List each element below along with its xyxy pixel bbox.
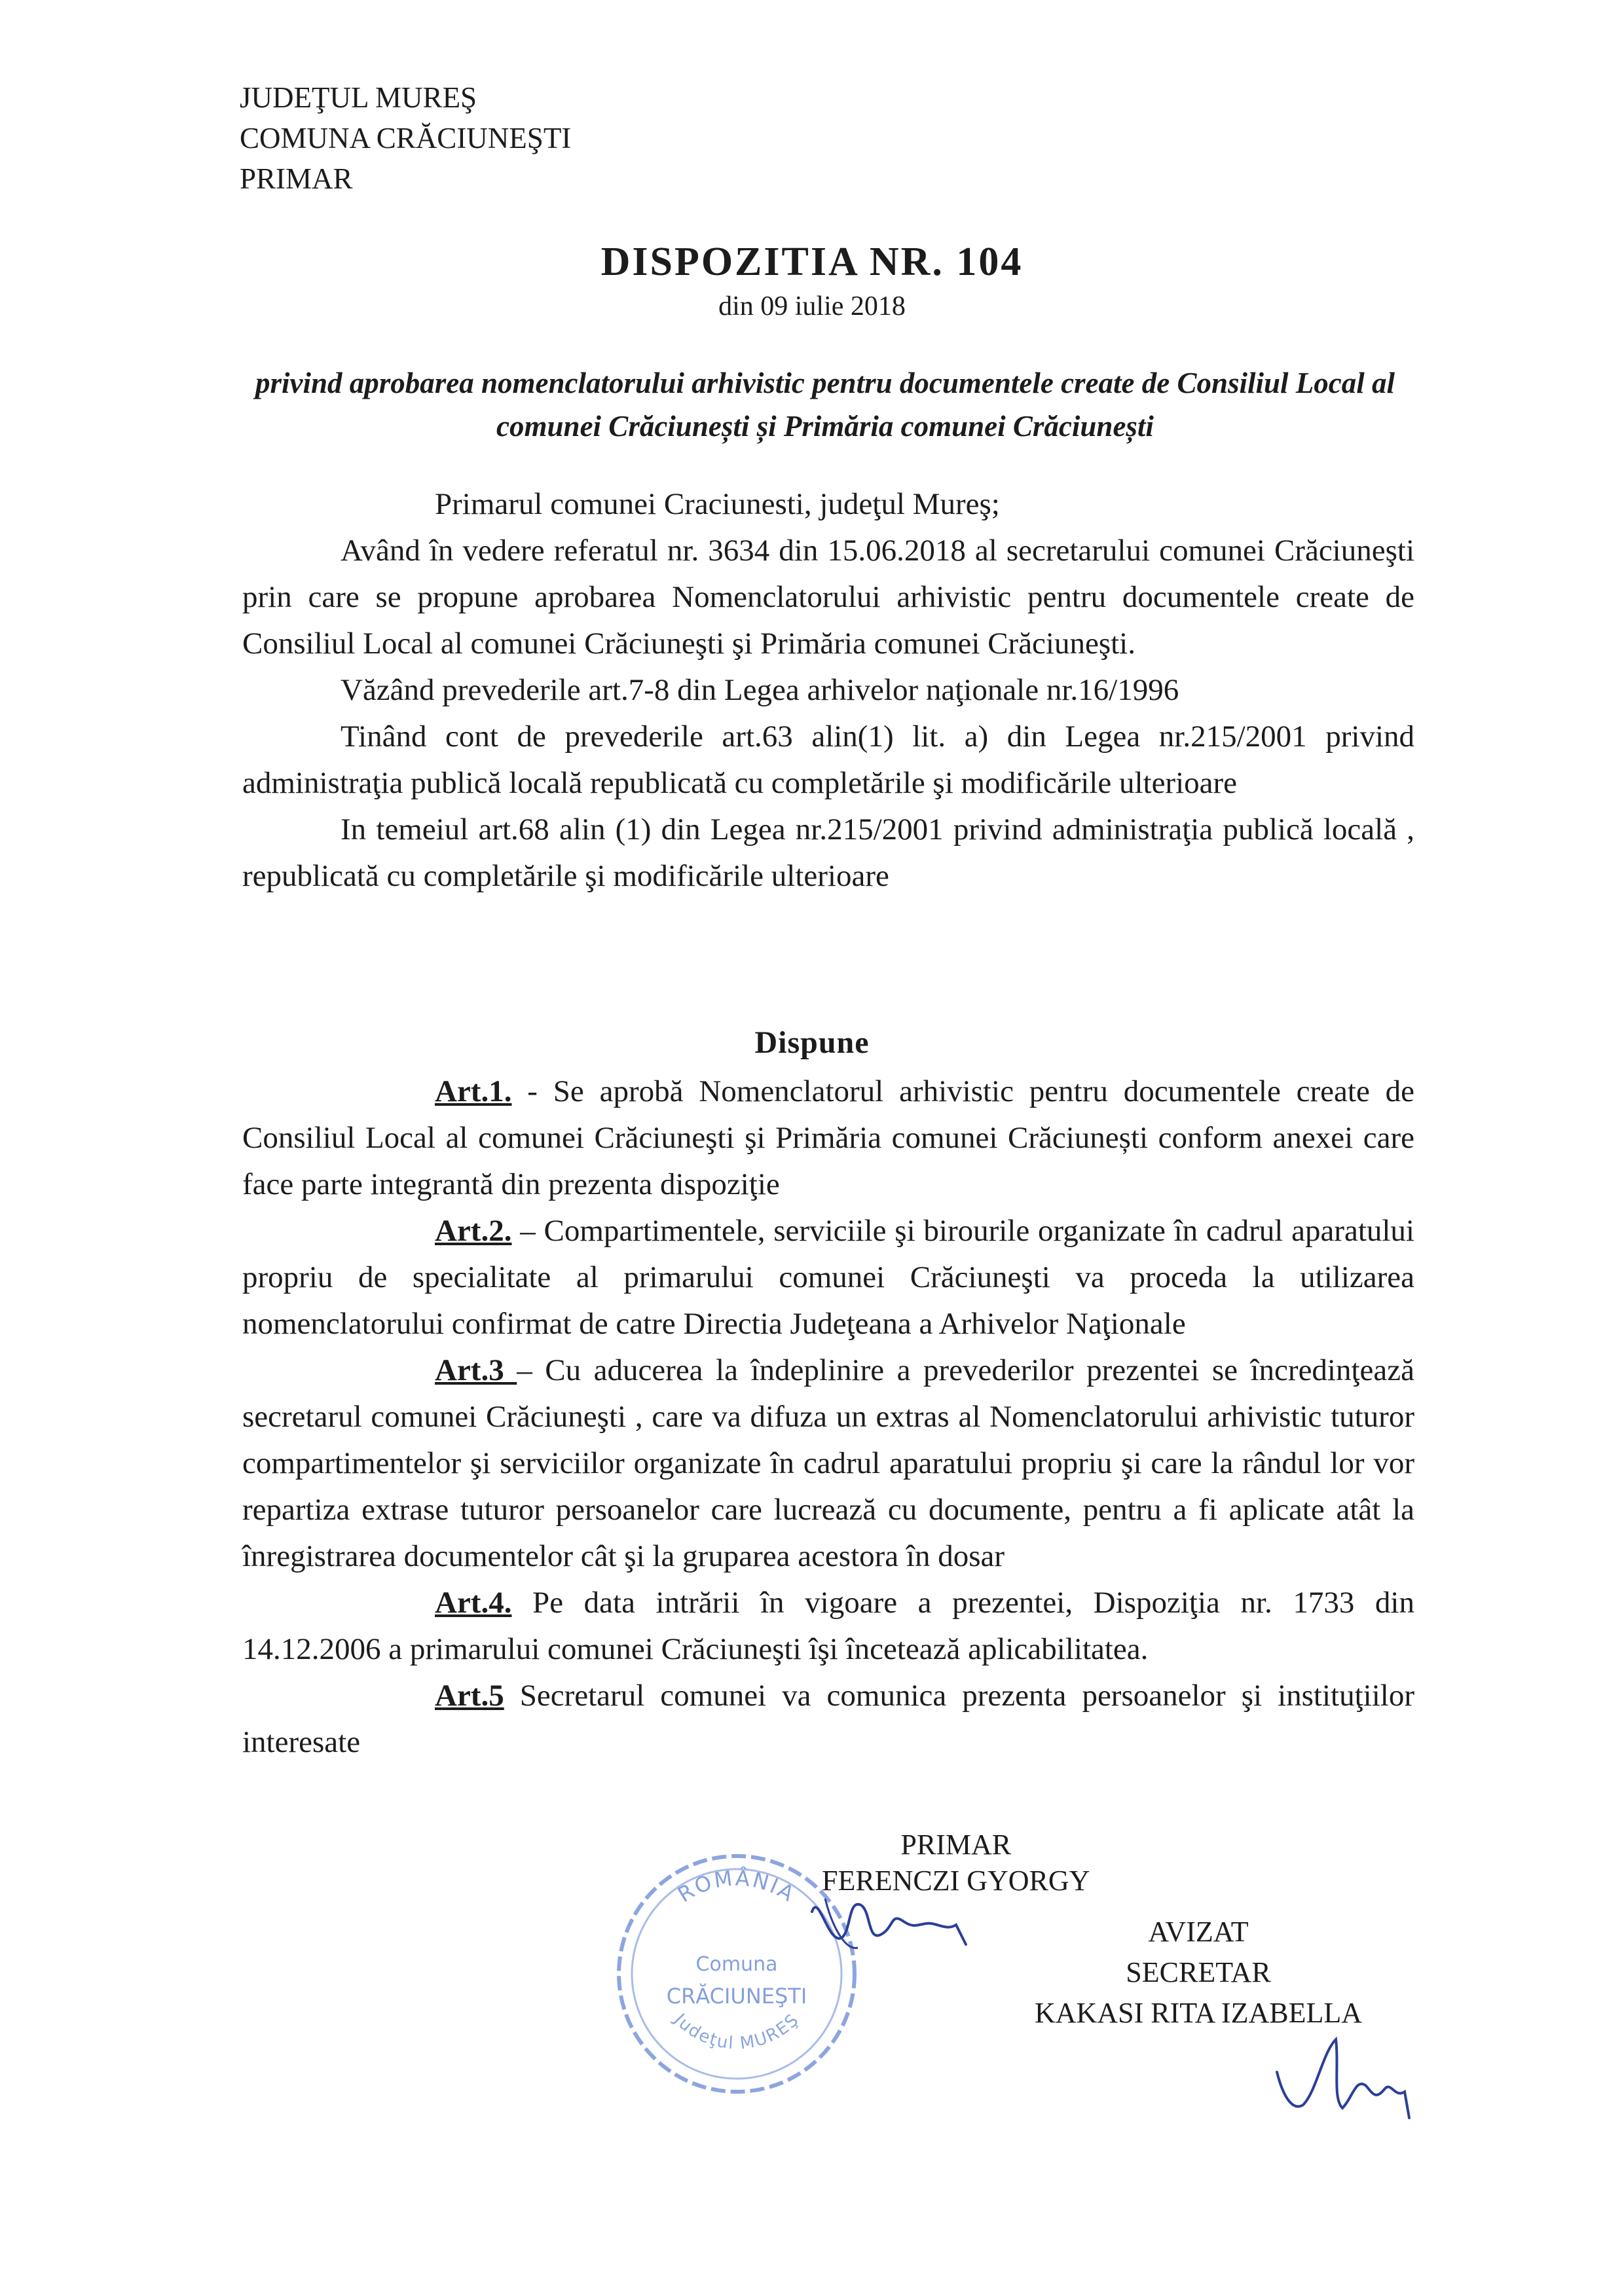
mayor-name: FERENCZI GYORGY [822,1865,1090,1897]
article-text: – Cu aducerea la îndeplinire a prevederilor prezentei se încredinţează secretarul comunei Crăciuneşti , care va difuza un extras al Nomenclatorului arhivistic tuturor compartimentelor şi serviciilor organizate în cadrul aparatului propriu şi care la rândul lor vor repartiza extrase tuturor persoanelor care lucrează cu documente, pentru a fi aplicate atât la înregistrarea documentelor cât şi la gruparea acestora în dosar [242,1353,1414,1573]
mayor-handwritten-signature [805,1886,976,1958]
preamble-paragraph: Văzând prevederile art.7-8 din Legea arhivelor naţionale nr.16/1996 [341,673,1179,707]
article-label: Art.5 [435,1679,504,1713]
stamp-center-line-2: CRĂCIUNEŞTI [666,1984,807,2009]
article-2 [242,1208,1414,1347]
article-1 [242,1068,1414,1208]
subject-line-2: comunei Crăciunești și Primăria comunei Crăciunești [496,410,1154,443]
header-commune: COMUNA CRĂCIUNEŞTI [240,122,572,155]
dispune-heading: Dispune [754,1025,870,1060]
preamble-paragraph: In temeiul art.68 alin (1) din Legea nr.215/2001 privind administraţia publică locală , republicată cu completările şi modificările ulterioare [242,812,1414,893]
article-4 [242,1580,1414,1673]
svg-text:ROMÂNIA [673,1865,800,1907]
article-3 [242,1347,1414,1580]
article-label: Art.2. [435,1214,512,1248]
article-text: Secretarul comunei va comunica prezenta persoanelor şi instituţiilor interesate [242,1679,1414,1759]
article-label: Art.1. [435,1074,512,1108]
secretary-name: KAKASI RITA IZABELLA [1035,1997,1362,2029]
header-office: PRIMAR [240,162,353,195]
stamp-top-text: ROMÂNIA [673,1865,800,1908]
preamble [242,481,1414,900]
preamble-paragraph: Tinând cont de prevederile art.63 alin(1) lit. a) din Legea nr.215/2001 privind administraţia publică locală republicată cu completările şi modificările ulterioare [242,720,1414,800]
stamp-bottom-text: Judeţul MUREŞ [670,2010,803,2054]
document-title: DISPOZITIA NR. 104 [600,240,1024,284]
document-subject [216,361,1434,448]
document-date: din 09 iulie 2018 [718,291,906,321]
article-text: Pe data intrării în vigoare a prezentei, Dispoziţia nr. 1733 din 14.12.2006 a primarului comunei Crăciuneşti îşi încetează aplicabilitatea. [242,1586,1414,1666]
preamble-paragraph: Având în vedere referatul nr. 3634 din 15.06.2018 al secretarului comunei Crăciuneşti prin care se propune aprobarea Nomenclatorului arhivistic pentru documentele create de Consiliul Local al comunei Crăciuneşti şi Primăria comunei Crăciuneşti. [242,534,1414,661]
subject-line-1: privind aprobarea nomenclatorului arhivistic pentru documentele create de Consiliul Local al [255,367,1395,399]
article-label: Art.4. [435,1586,512,1620]
secretary-signature-block [1035,1912,1362,2033]
article-text: - Se aprobă Nomenclatorul arhivistic pentru documentele create de Consiliul Local al comunei Crăciuneşti şi Primăria comunei Crăciunești conform anexei care face parte integrantă din prezenta dispoziţie [242,1074,1414,1201]
header-county: JUDEŢUL MUREŞ [240,81,477,114]
secretary-handwritten-signature [1264,2026,1414,2124]
secretary-approval: AVIZAT [1148,1916,1249,1948]
article-5 [242,1673,1414,1766]
preamble-paragraph: Primarul comunei Craciunesti, judeţul Mureş; [435,487,1000,521]
stamp-center-line-1: Comuna [695,1953,778,1976]
secretary-role: SECRETAR [1126,1956,1271,1988]
svg-text:Judeţul MUREŞ [669,2009,803,2054]
article-text: – Compartimentele, serviciile şi birourile organizate în cadrul aparatului propriu de specialitate al primarului comunei Crăciuneşti va proceda la utilizarea nomenclatorului confirmat de catre Directia Judeţeana a Arhivelor Naţionale [242,1214,1414,1341]
mayor-role: PRIMAR [900,1829,1012,1861]
article-label: Art.3 [435,1353,517,1387]
issuer-header [240,77,571,199]
articles-list [242,1068,1414,1766]
